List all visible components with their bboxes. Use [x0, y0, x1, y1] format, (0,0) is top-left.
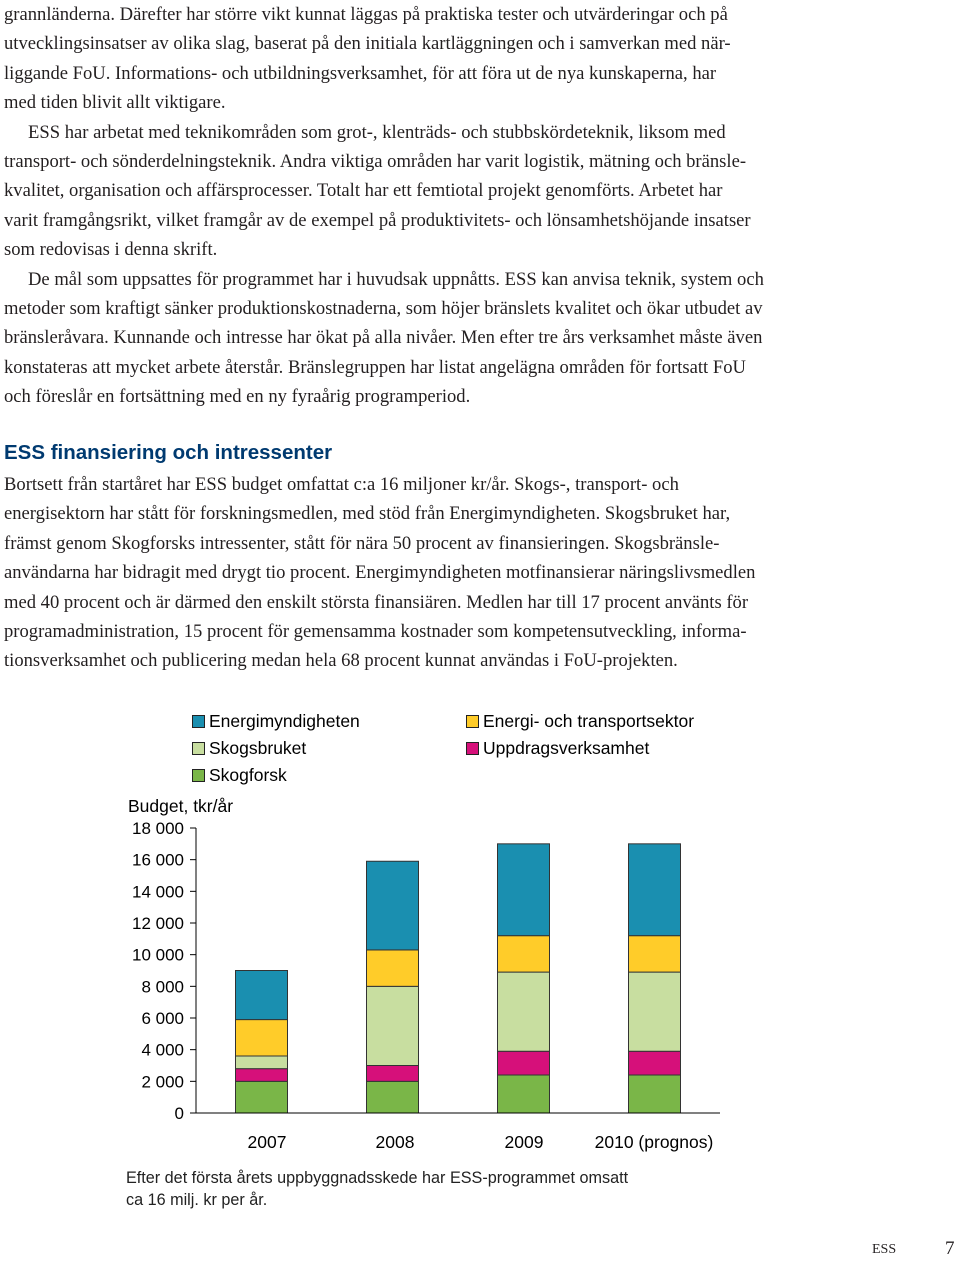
intro-line: grannländerna. Därefter har större vikt kunnat läggas på praktiska tester och utvärderingar och på — [4, 4, 728, 25]
bar-segment-uppdragsverksamhet — [367, 1066, 419, 1082]
y-tick-label: 14 000 — [132, 882, 184, 902]
section-heading: ESS finansiering och intressenter — [4, 441, 333, 464]
legend-label: Energimyndigheten — [209, 711, 360, 731]
financing-line: Bortsett från startåret har ESS budget omfattat c:a 16 miljoner kr/år. Skogs-, transport- och — [4, 474, 679, 495]
financing-line: användarna har bidragit med drygt tio procent. Energimyndigheten motfinansierar näringslivsmedlen — [4, 562, 756, 584]
bar-segment-skogsbruket — [498, 972, 550, 1051]
goals-line: bränsleråvara. Kunnande och intresse har ökat på alla nivåer. Men efter tre års verksamhet måste även — [4, 327, 763, 349]
x-category-label: 2010 (prognos) — [594, 1132, 714, 1152]
legend-label: Skogsbruket — [209, 738, 307, 758]
bar-segment-energi-och-transportsektor — [236, 1020, 288, 1056]
y-tick-label: 2 000 — [141, 1072, 184, 1092]
legend-label: Skogforsk — [209, 765, 287, 785]
bar-segment-skogsbruket — [236, 1056, 288, 1069]
bar-segment-skogsbruket — [367, 986, 419, 1065]
bar-segment-uppdragsverksamhet — [236, 1069, 288, 1082]
y-tick-label: 4 000 — [141, 1040, 184, 1060]
intro-line: liggande FoU. Informations- och utbildningsverksamhet, för att föra ut de nya kunskaperna, har — [4, 62, 717, 84]
bar-segment-energimyndigheten — [367, 861, 419, 950]
x-category-label: 2009 — [504, 1132, 544, 1152]
caption-line: Efter det första årets uppbyggnadsskede har ESS-programmet omsatt — [126, 1169, 629, 1187]
y-tick-label: 18 000 — [132, 819, 184, 838]
bar-segment-energimyndigheten — [498, 844, 550, 936]
intro-line: med tiden blivit allt viktigare. — [4, 92, 226, 114]
financing-line: energisektorn har stått för forskningsmedlen, med stöd från Energimyndigheten. Skogsbruket har, — [4, 503, 731, 525]
financing-line: med 40 procent och är därmed den enskilt största finansiären. Medlen har till 17 procent använts för — [4, 591, 749, 613]
y-tick-label: 12 000 — [132, 914, 184, 933]
x-category-label: 2007 — [247, 1132, 287, 1152]
intro-line: utvecklingsinsatser av olika slag, baserat på den initiala kartläggningen och i samverkan med när- — [4, 33, 731, 55]
financing-line: programadministration, 15 procent för gemensamma kostnader som kompetensutveckling, informa- — [4, 620, 747, 642]
bar-segment-skogforsk — [498, 1075, 550, 1113]
chart-y-axis-title: Budget, tkr/år — [128, 796, 234, 816]
goals-line: De mål som uppsattes för programmet har i huvudsak uppnåtts. ESS kan anvisa teknik, system och — [28, 268, 764, 290]
legend-label: Energi- och transportsektor — [483, 711, 695, 731]
technology-line: transport- och sönderdelningsteknik. Andra viktiga områden har varit logistik, mätning och bränsle- — [4, 150, 747, 172]
technology-line: som redovisas i denna skrift. — [4, 239, 218, 261]
chart-caption — [126, 1168, 726, 1211]
bar-segment-skogforsk — [236, 1081, 288, 1113]
technology-line: ESS har arbetat med teknikområden som grot-, klenträds- och stubbskördeteknik, liksom med — [28, 121, 726, 143]
page-number: 7 — [945, 1238, 955, 1259]
y-tick-label: 10 000 — [132, 945, 184, 965]
bar-segment-skogforsk — [367, 1081, 419, 1113]
y-tick-label: 6 000 — [141, 1009, 184, 1028]
footer-label: ESS — [872, 1242, 897, 1257]
bar-segment-skogforsk — [629, 1075, 681, 1113]
y-tick-label: 16 000 — [132, 850, 184, 870]
bar-segment-skogsbruket — [629, 972, 681, 1051]
goals-line: metoder som kraftigt sänker produktionskostnaderna, som höjer bränslets kvalitet och ökar utbudet av — [4, 297, 763, 319]
bar-segment-energimyndigheten — [236, 971, 288, 1020]
goals-line: konstateras att mycket arbete återstår. Bränslegruppen har listat angelägna områden för fortsatt FoU — [4, 356, 746, 378]
financing-line: främst genom Skogforsks intressenter, stått för nära 50 procent av finansieringen. Skogsbränsle- — [4, 532, 720, 554]
y-tick-label: 0 — [174, 1104, 184, 1123]
caption-line: ca 16 milj. kr per år. — [126, 1190, 268, 1209]
bar-segment-uppdragsverksamhet — [629, 1051, 681, 1075]
legend-label: Uppdragsverksamhet — [483, 738, 650, 758]
bar-segment-energi-och-transportsektor — [498, 936, 550, 972]
bar-segment-energi-och-transportsektor — [629, 936, 681, 972]
bar-segment-energimyndigheten — [629, 844, 681, 936]
bar-segment-energi-och-transportsektor — [367, 950, 419, 986]
bar-segment-uppdragsverksamhet — [498, 1051, 550, 1075]
goals-line: och föreslår en fortsättning med en ny fyraårig programperiod. — [4, 386, 471, 408]
technology-line: varit framgångsrikt, vilket framgår av de exempel på produktivitets- och lönsamhetshöjande insatser — [4, 209, 751, 231]
technology-line: kvalitet, organisation och affärsprocesser. Totalt har ett femtiotal projekt genomförts. Arbetet har — [4, 180, 723, 202]
y-tick-label: 8 000 — [141, 977, 184, 997]
financing-line: tionsverksamhet och publicering medan hela 68 procent kunnat användas i FoU-projekten. — [4, 650, 678, 672]
x-category-label: 2008 — [375, 1132, 415, 1152]
